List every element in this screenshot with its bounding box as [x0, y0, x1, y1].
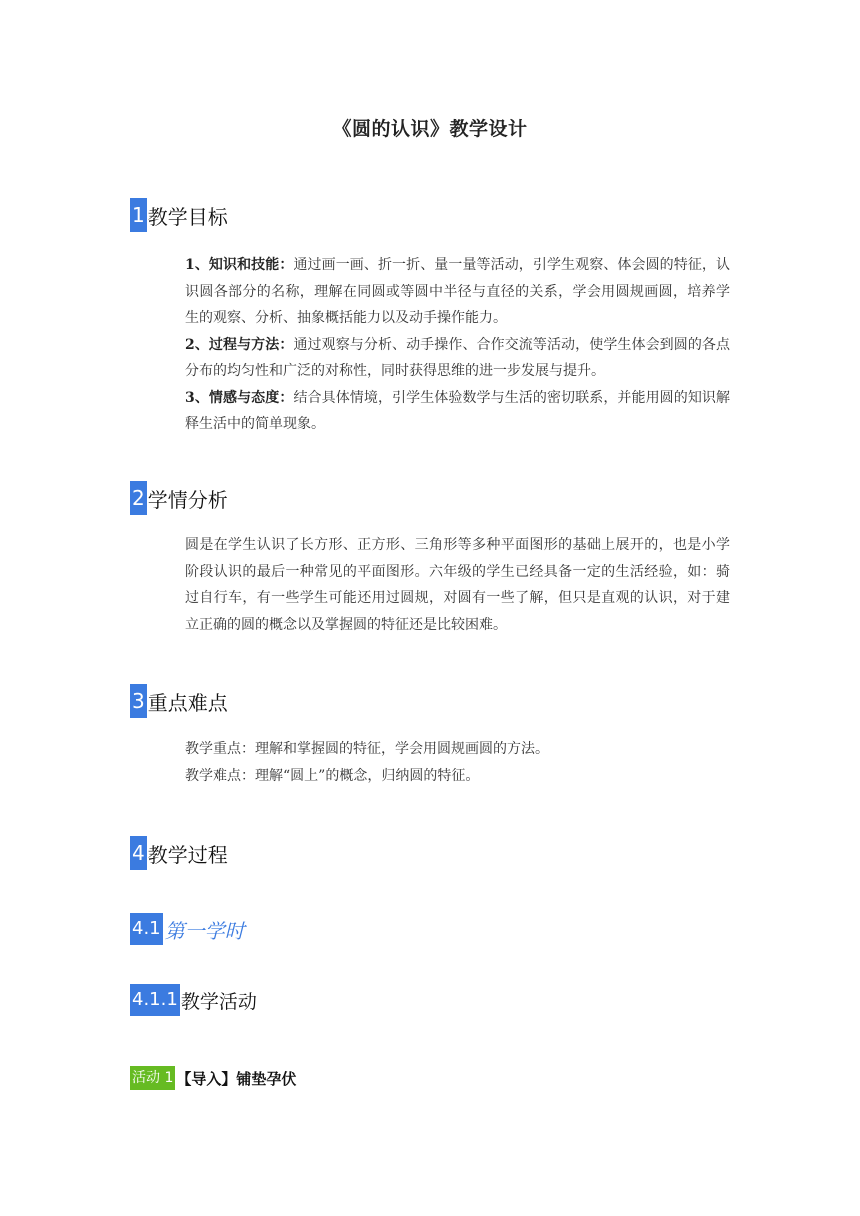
section-title: 教学过程 [147, 842, 228, 867]
subsection-heading-first-period [130, 913, 245, 945]
activity-badge: 活动 1 [130, 1066, 175, 1090]
key-points-body [185, 736, 730, 789]
section-heading-key-points [130, 684, 228, 718]
key-point-line: 教学重点：理解和掌握圆的特征，学会用圆规画圆的方法。 [185, 741, 549, 757]
document-title: 《圆的认识》教学设计 [332, 118, 528, 140]
subsubsection-heading-teaching-activities [130, 984, 257, 1016]
teaching-goals-body [185, 252, 730, 438]
activity-title: 【导入】铺垫孕伏 [176, 1069, 297, 1088]
goal-item-knowledge [185, 252, 730, 332]
goal-item-process [185, 332, 730, 385]
section-number-badge: 4 [130, 836, 147, 870]
subsection-title: 第一学时 [164, 918, 245, 943]
goal-lead: 1、知识和技能： [185, 257, 294, 273]
subsection-number-badge: 4.1 [130, 913, 163, 945]
goal-lead: 2、过程与方法： [185, 336, 294, 353]
subsubsection-number-badge: 4.1.1 [130, 984, 180, 1016]
activity-heading [130, 1066, 296, 1090]
learner-analysis-paragraph: 圆是在学生认识了长方形、正方形、三角形等多种平面图形的基础上展开的，也是小学阶段认识的最后一种常见的平面图形。六年级的学生已经具备一定的生活经验，如：骑过自行车，有一些学生可能还用过圆规，对圆有一些了解，但只是直观的认识，对于建立正确的圆的概念以及掌握圆的特征还是比较困难。 [185, 537, 730, 633]
learner-analysis-body [185, 532, 730, 638]
goal-text: 结合具体情境，引学生体验数学与生活的密切联系，并能用圆的知识解释生活中的简单现象。 [185, 389, 731, 432]
section-number-badge: 2 [130, 481, 147, 515]
section-number-badge: 3 [130, 684, 147, 718]
section-title: 重点难点 [147, 690, 228, 715]
section-title: 学情分析 [147, 487, 228, 512]
section-heading-teaching-goals [130, 198, 228, 232]
goal-text: 通过观察与分析、动手操作、合作交流等活动，使学生体会到圆的各点分布的均匀性和广泛的对称性，同时获得思维的进一步发展与提升。 [185, 336, 731, 379]
section-heading-learner-analysis [130, 481, 228, 515]
goal-lead: 3、情感与态度： [185, 389, 294, 406]
subsubsection-title: 教学活动 [180, 990, 257, 1013]
section-heading-teaching-process [130, 836, 228, 870]
goal-text: 通过画一画、折一折、量一量等活动，引学生观察、体会圆的特征，认识圆各部分的名称，理解在同圆或等圆中半径与直径的关系，学会用圆规画圆，培养学生的观察、分析、抽象概括能力以及动手操作能力。 [185, 257, 731, 326]
difficult-point-line: 教学难点：理解“圆上”的概念，归纳圆的特征。 [185, 767, 480, 784]
section-number-badge: 1 [130, 198, 147, 232]
goal-item-emotion [185, 385, 730, 438]
section-title: 教学目标 [147, 204, 228, 229]
